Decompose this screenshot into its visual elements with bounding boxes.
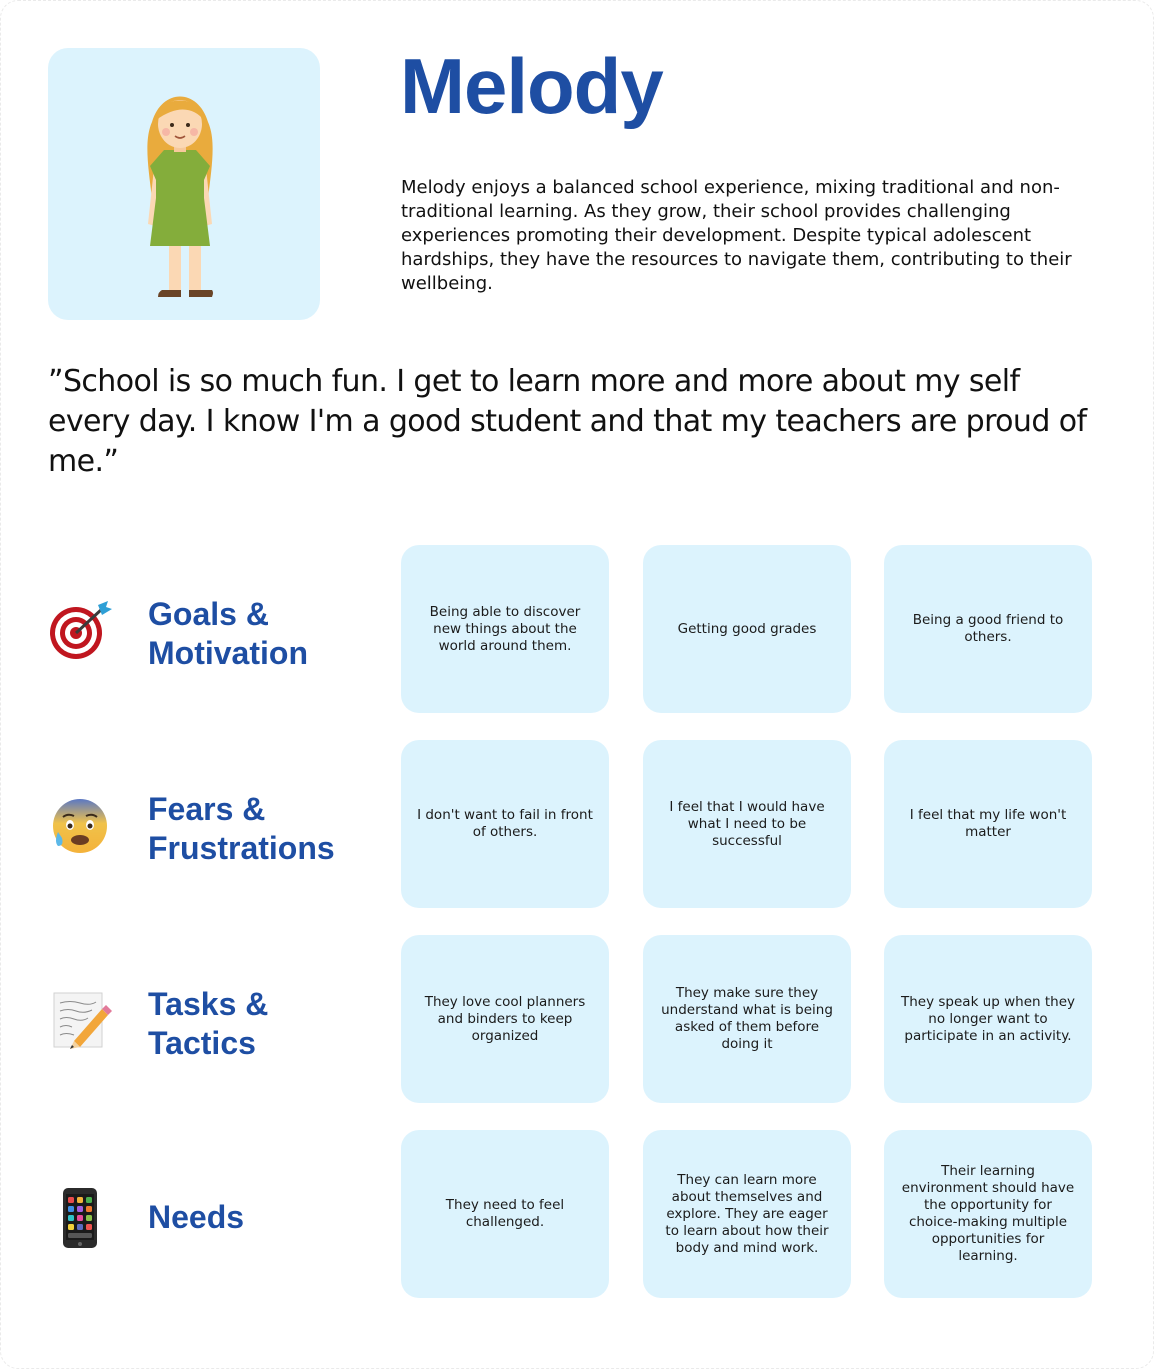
section-fears (0, 740, 1154, 908)
section-title: Goals & Motivation (148, 596, 308, 671)
goal-card: Being a good friend to others. (884, 545, 1092, 713)
section-needs (0, 1130, 1154, 1298)
need-card: They need to feel challenged. (401, 1130, 609, 1298)
section-tasks (0, 935, 1154, 1103)
section-title: Fears & Frustrations (148, 791, 335, 866)
goal-card: Getting good grades (643, 545, 851, 713)
persona-name: Melody (400, 42, 663, 130)
section-goals (0, 545, 1154, 713)
need-card: They can learn more about themselves and explore. They are eager to learn about how their body and mind work. (643, 1130, 851, 1298)
avatar (48, 48, 320, 320)
section-title: Needs (148, 1199, 245, 1235)
persona-bio: Melody enjoys a balanced school experience, mixing traditional and non-traditional learning. As they grow, their school provides challenging experiences promoting their development. Despite typical adolescent hardships, they have the resources to navigate them, contributing to their wellbeing. (401, 177, 1072, 294)
task-card: They speak up when they no longer want to participate in an activity. (884, 935, 1092, 1103)
need-card: Their learning environment should have the opportunity for choice-making multiple opportunities for learning. (884, 1130, 1092, 1298)
task-card: They make sure they understand what is being asked of them before doing it (643, 935, 851, 1103)
anxious-face-icon (48, 792, 112, 856)
memo-pencil-icon (48, 987, 112, 1051)
girl-illustration (48, 48, 320, 320)
fear-card: I don't want to fail in front of others. (401, 740, 609, 908)
fear-card: I feel that I would have what I need to be successful (643, 740, 851, 908)
section-title: Tasks & Tactics (148, 986, 269, 1061)
fear-card: I feel that my life won't matter (884, 740, 1092, 908)
goal-card: Being able to discover new things about the world around them. (401, 545, 609, 713)
task-card: They love cool planners and binders to keep organized (401, 935, 609, 1103)
mobile-phone-icon (48, 1186, 112, 1250)
target-dart-icon (48, 597, 112, 661)
persona-quote: ”School is so much fun. I get to learn more and more about my self every day. I know I'm a good student and that my teachers are proud of me.” (48, 364, 1087, 479)
